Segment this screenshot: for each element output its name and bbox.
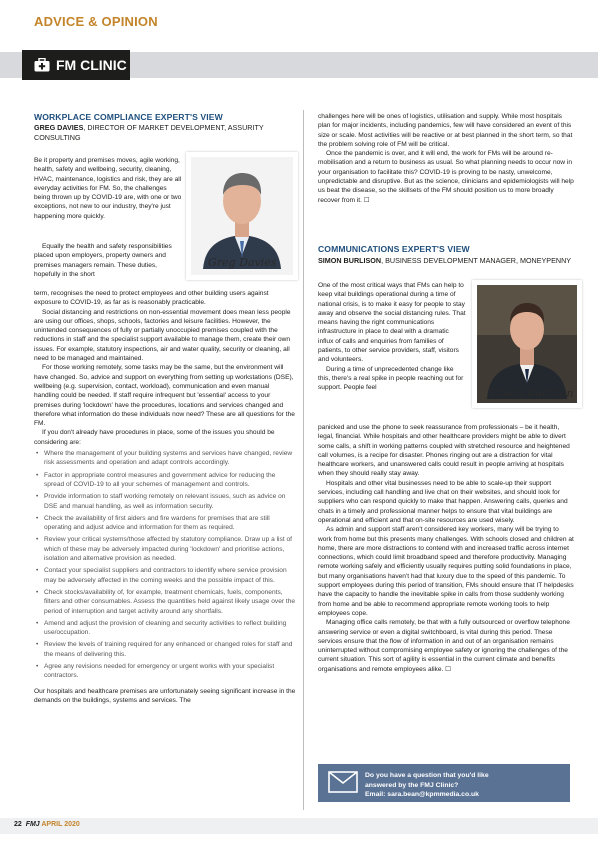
paragraph: One of the most critical ways that FMs can help to keep vital buildings operational during a time of national crisis, is to make it easy for people to stay away and observe the social distancing rules. That means having the right communications infrastructure in place to deal with a dramatic influx of calls and enquiries from families of patients, to other service providers, staff, visitors and volunteers. [318,282,466,364]
paragraph: Our hospitals and healthcare premises are unfortunately seeing significant increase in the demands on the buildings, systems and services. The [34,687,296,704]
list-item: • Amend and adjust the provision of cleaning and security activities to reflect building use/occupation. [34,619,296,638]
greg-davies-signature: Greg Davies [208,256,277,269]
byline-name: SIMON BURLISON [318,256,382,265]
list-item: • Agree any revisions needed for emergency or urgent works with your specialist contractors. [34,662,296,681]
envelope-icon [328,770,358,799]
paragraph: Managing office calls remotely, be that with a fully outsourced or overflow telephone answering service or even a digital switchboard, is vital during this period. These services ensure that the flow of information in and out of an organisation remains uninterrupted without compromising employee safety or ignoring the challenges of the current situation. This sort of agility is essential in the current climate and benefits organisations and remote employees alike. ☐ [318,619,570,673]
question-line: Do you have a question that you'd like [365,772,489,779]
right-continued-text [318,112,574,205]
left-intro-text [34,156,182,221]
list-item: • Check stocks/availability of, for example, treatment chemicals, fuels, components, filters and other consumables. Assess the quantities held against likely usage over the period of interruption and target activity around any shortfalls. [34,588,296,616]
page-number: 22 [14,821,22,828]
first-aid-kit-icon [34,58,50,72]
paragraph: Once the pandemic is over, and it will end, the work for FMs will be around re-mobilisation and a return to business as usual. So what planning needs to occur now in your organisation to facilitate this? COVID-19 is proving to be nasty, unwelcome, unpredictable and disruptive. But as the science, clinicians and epidemiologists will help us beat the disease, so the skillsets of the FM should position us to more broadly recover from it. ☐ [318,150,574,204]
simon-burlison-signature: Simon Burlison [488,387,574,400]
section-label: ADVICE & OPINION [34,14,158,29]
paragraph: As admin and support staff aren't considered key workers, many will be trying to work from home but this presents many challenges. With schools closed and children at home, there are more distractions to contend with and increased traffic across internet connections, which could limit broadband speed and therefore productivity. Managing remote working safely and efficiently usually requires putting solid foundations in place, but many organisations haven't had that luxury due to the speed of this pandemic. To support employees during this period of transition, FMs should ensure that IT helpdesks have the capacity to handle the inevitable spike in calls from those suddenly working from home and be able to recommend appropriate remote working tools to help employees cope. [318,526,574,617]
paragraph: If you don't already have procedures in place, some of the issues you should be considering are: [34,429,275,446]
list-item: • Factor in appropriate control measures and government advice for reducing the spread of COVID-19 to all your schemes of management and controls. [34,471,296,490]
right-byline [318,256,574,266]
column-divider [303,110,304,810]
paragraph: Social distancing and restrictions on non-essential movement does mean less people are using our offices, shops, schools, factories and leisure facilities. However, the unintended consequences of fully or partially unoccupied premises coupled with the reductions in staff and the specialist support available to manage them, create their own issues. For example, statutory inspections, air and water quality, security or cleaning, all need to be managed and maintained. [34,308,291,363]
paragraph: panicked and use the phone to seek reassurance from professionals – be it health, legal, financial. While hospitals and other healthcare providers might be able to divert some calls, a shift in working patterns coupled with stretched resource and heightened call volumes, is a recipe for disaster. Phones ringing out are a distraction for vital healthcare workers, and unanswered calls could result in people arriving at hospitals when they should really stay away. [318,424,570,478]
list-item: • Provide information to staff working remotely on relevant issues, such as advice on DSE and manual handling, as well as information security. [34,492,296,511]
paragraph: challenges here will be ones of logistics, utilisation and supply. While most hospitals plan for major incidents, including pandemics, few will have considered an event of this size or scale. Most activities will be reactive or at best planned in the short term, so that the problem solving role of FM will be critical. [318,113,573,148]
list-item: • Review the levels of training required for any enhanced or changed roles for staff and the means of delivering this. [34,640,296,659]
paragraph: Hospitals and other vital businesses need to be able to scale-up their support services, including call handling and live chat on their websites, and should look for suppliers who can respond quickly to make that happen. Answering calls, queries and chats in a timely and professional manner helps to ensure that vital buildings are operational and efficient and that on-site resources are used wisely. [318,479,568,524]
portrait-graphic [477,285,577,403]
list-item: • Where the management of your building systems and services have changed, review risk assessments and operation and adapt controls accordingly. [34,449,296,468]
brand-name: FMJ [25,821,40,828]
right-article-title: COMMUNICATIONS EXPERT'S VIEW [318,244,470,254]
footer-text [14,821,80,828]
list-item: • Review your critical systems/those affected by statutory compliance. Draw up a list of which of these may be adversely impacted during 'lockdown' and prioritise actions, isolation and alternative provision as needed. [34,535,296,563]
paragraph: term, recognises the need to protect employees and other building users against exposure to COVID-19, as far as is reasonably practicable. [34,290,269,307]
issue-month: APRIL 2020 [41,821,80,828]
question-line: answered by the FMJ Clinic? [365,781,459,789]
banner-title: FM CLINIC [56,57,127,73]
right-main-text [318,423,574,674]
list-item: • Contact your specialist suppliers and contractors to identify where service provision may be adversely affected in the coming weeks and the possible impact of this. [34,566,296,585]
byline-name: GREG DAVIES [34,123,84,132]
paragraph: Be it property and premises moves, agile working, health, safety and wellbeing, security, cleaning, HVAC, maintenance, logistics and risk, they are all everyday activities for FM. So, the challenges being thrown up by COVID-19 are, with one or two exceptions, not new to our industry, they're just happening more quickly. [34,157,182,220]
left-byline [34,123,274,143]
left-main-text [34,289,296,705]
byline-role: , BUSINESS DEVELOPMENT MANAGER, MONEYPENNY [381,256,572,265]
right-intro-text [318,281,466,393]
paragraph: For those working remotely, some tasks may be the same, but the environment will have changed. So, advice and support on everything from setting up workstations (DSE), wellbeing (e.g. supervision, contact, workload), communication and even manual handling could be needed. If staff require infrequent but 'essential' access to your premises during 'lockdown' have the procedures, locations and services changed and therefore what information do these individuals now need? These are all questions for the FM. [34,364,295,428]
left-article-title: WORKPLACE COMPLIANCE EXPERT'S VIEW [34,112,223,122]
considerations-list [34,449,296,681]
left-para-2-top [34,242,182,279]
list-item: • Check the availability of first aiders and fire wardens for premises that are still operating and adjust advice and information for them as required. [34,514,296,533]
paragraph: Equally the health and safety responsibilities placed upon employers, property owners and premises managers remain. These duties, hopefully in the short [34,243,172,278]
page-footer [0,818,598,834]
fm-clinic-banner [22,50,130,80]
question-email[interactable]: Email: sara.bean@kpmmedia.co.uk [365,791,479,798]
byline-role: , DIRECTOR OF MARKET DEVELOPMENT, ASSURITY CONSULTING [34,123,264,142]
paragraph: During a time of unprecedented change like this, there's a real spike in people reaching out for support. People feel [318,365,464,392]
